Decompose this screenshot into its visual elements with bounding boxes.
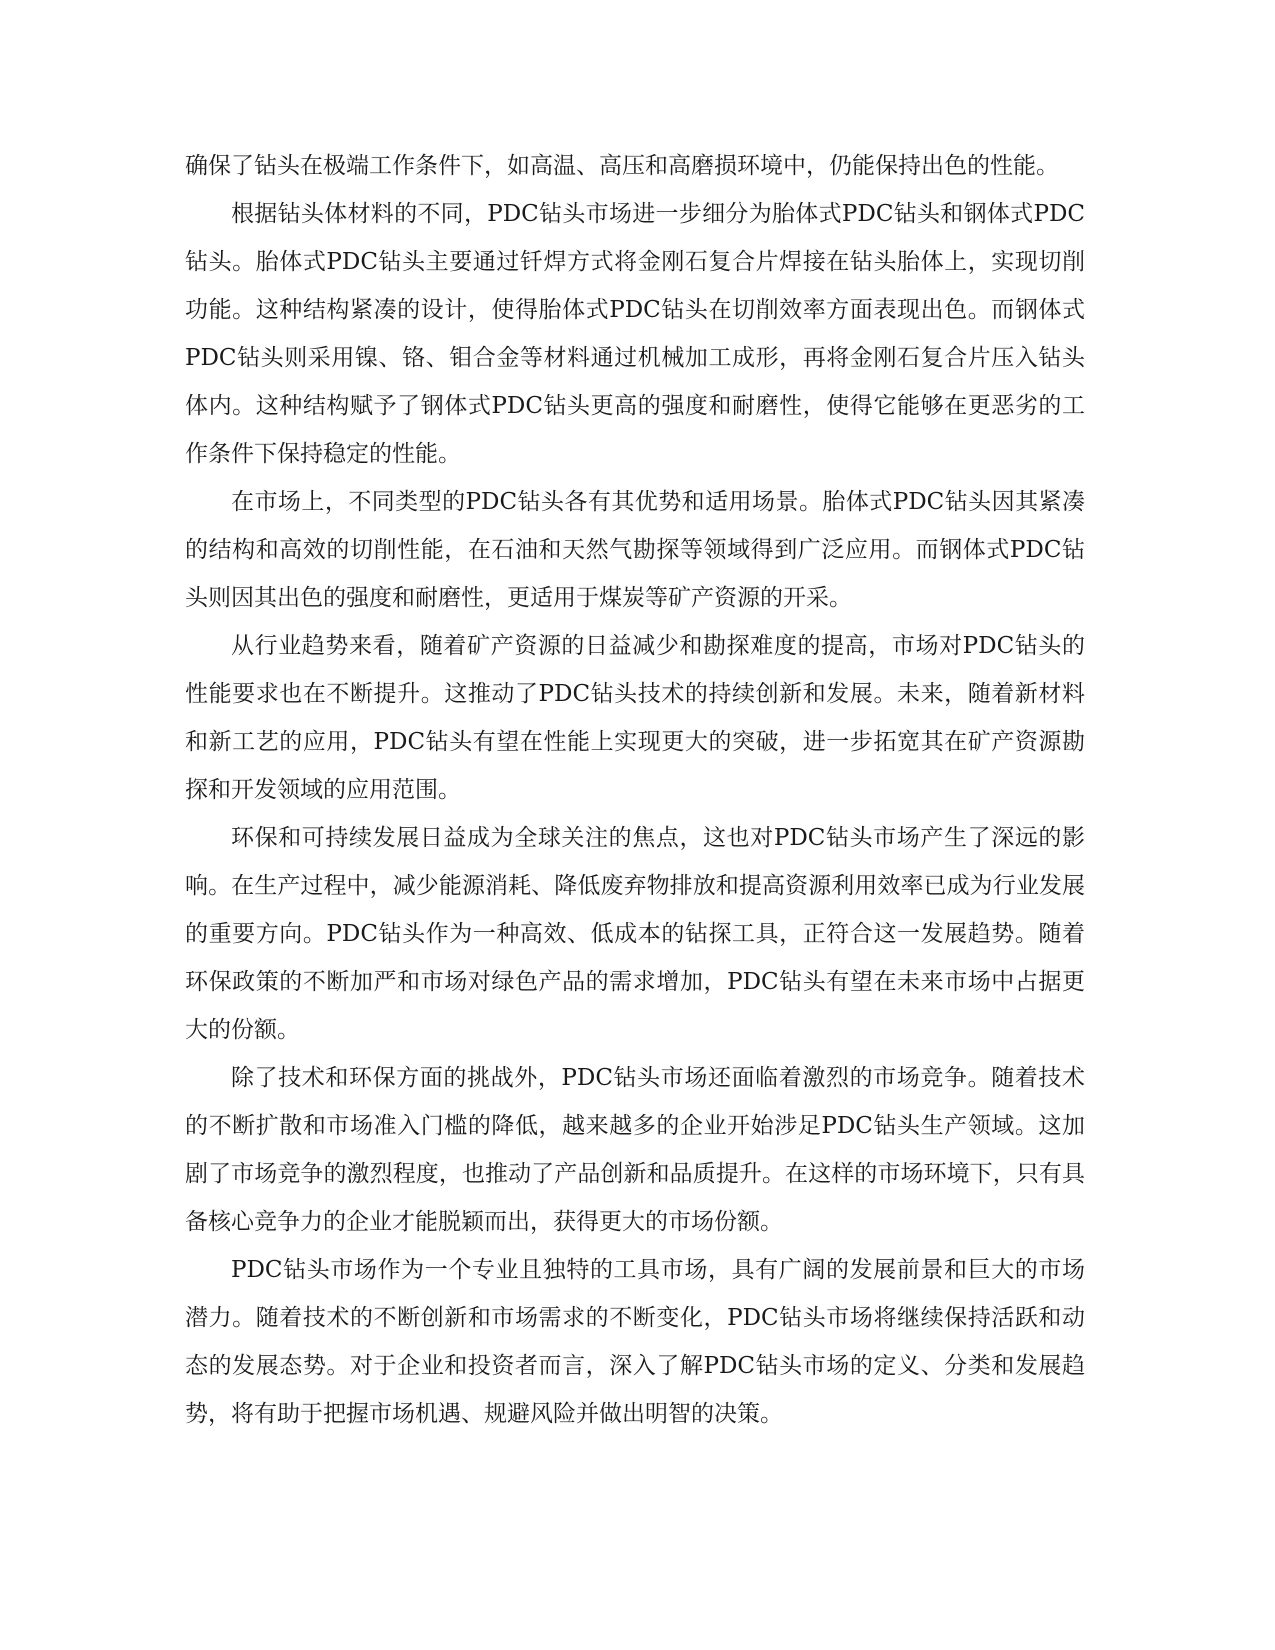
paragraph-competition: 除了技术和环保方面的挑战外，PDC钻头市场还面临着激烈的市场竞争。随着技术的不断扩散和市场准入门槛的降低，越来越多的企业开始涉足PDC钻头生产领域。这加剧了市场竞争的激烈程度，也推动了产品创新和品质提升。在这样的市场环境下，只有具备核心竞争力的企业才能脱颖而出，获得更大的市场份额。 — [185, 1065, 1085, 1235]
paragraph-bit-types: 根据钻头体材料的不同，PDC钻头市场进一步细分为胎体式PDC钻头和钢体式PDC钻头。胎体式PDC钻头主要通过钎焊方式将金刚石复合片焊接在钻头胎体上，实现切削功能。这种结构紧凑的设计，使得胎体式PDC钻头在切削效率方面表现出色。而钢体式PDC钻头则采用镍、铬、钼合金等材料通过机械加工成形，再将金刚石复合片压入钻头体内。这种结构赋予了钢体式PDC钻头更高的强度和耐磨性，使得它能够在更恶劣的工作条件下保持稳定的性能。 — [185, 201, 1085, 467]
paragraph-continuation: 确保了钻头在极端工作条件下，如高温、高压和高磨损环境中，仍能保持出色的性能。 — [185, 153, 1059, 179]
paragraph-industry-trends: 从行业趋势来看，随着矿产资源的日益减少和勘探难度的提高，市场对PDC钻头的性能要求也在不断提升。这推动了PDC钻头技术的持续创新和发展。未来，随着新材料和新工艺的应用，PDC钻头有望在性能上实现更大的突破，进一步拓宽其在矿产资源勘探和开发领域的应用范围。 — [185, 633, 1085, 803]
paragraph-outlook: PDC钻头市场作为一个专业且独特的工具市场，具有广阔的发展前景和巨大的市场潜力。随着技术的不断创新和市场需求的不断变化，PDC钻头市场将继续保持活跃和动态的发展态势。对于企业和投资者而言，深入了解PDC钻头市场的定义、分类和发展趋势，将有助于把握市场机遇、规避风险并做出明智的决策。 — [185, 1257, 1085, 1427]
paragraph-environmental: 环保和可持续发展日益成为全球关注的焦点，这也对PDC钻头市场产生了深远的影响。在生产过程中，减少能源消耗、降低废弃物排放和提高资源利用效率已成为行业发展的重要方向。PDC钻头作为一种高效、低成本的钻探工具，正符合这一发展趋势。随着环保政策的不断加严和市场对绿色产品的需求增加，PDC钻头有望在未来市场中占据更大的份额。 — [185, 825, 1085, 1043]
paragraph-market-applications: 在市场上，不同类型的PDC钻头各有其优势和适用场景。胎体式PDC钻头因其紧凑的结构和高效的切削性能，在石油和天然气勘探等领域得到广泛应用。而钢体式PDC钻头则因其出色的强度和耐磨性，更适用于煤炭等矿产资源的开采。 — [185, 489, 1085, 611]
body-text — [185, 142, 1085, 1438]
